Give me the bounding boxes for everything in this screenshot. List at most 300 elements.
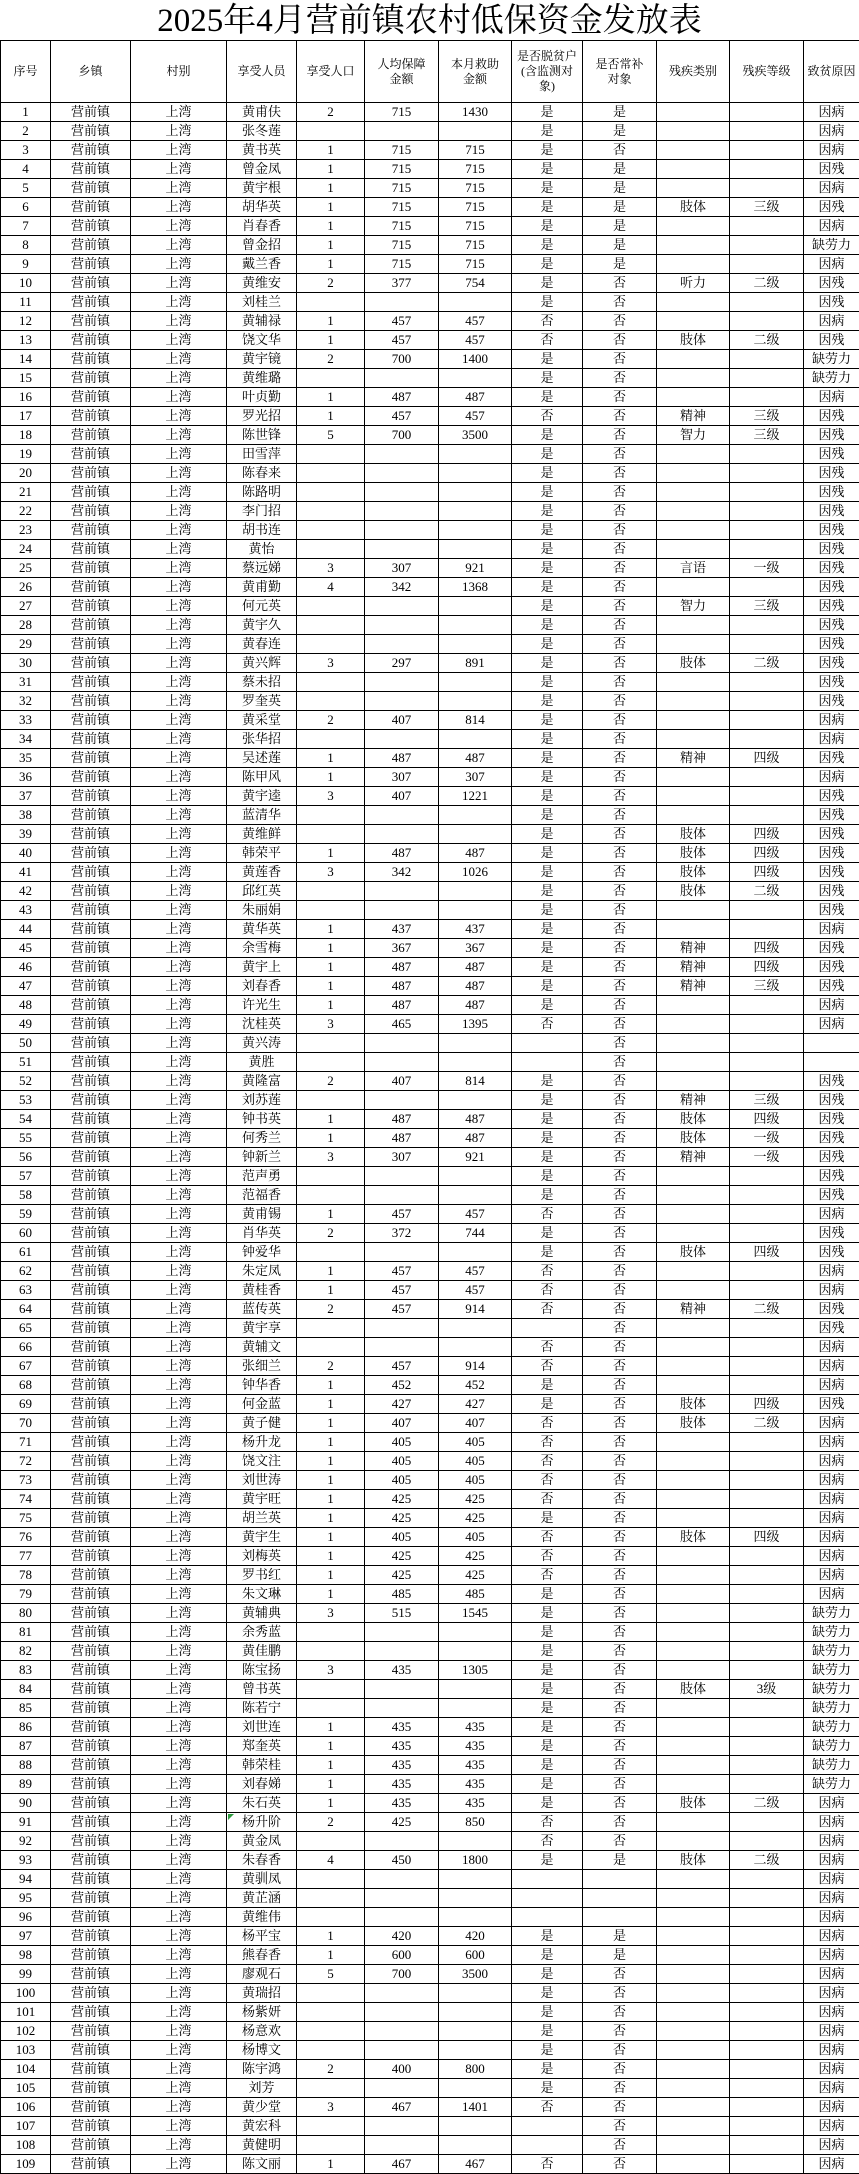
cell-village: 上湾 [131, 1585, 227, 1604]
cell-serial: 44 [1, 920, 51, 939]
cell-poverty-status: 是 [512, 844, 583, 863]
cell-disability-level [730, 1756, 804, 1775]
cell-disability-level [730, 787, 804, 806]
cell-beneficiary: 廖观石 [227, 1965, 297, 1984]
table-row [1, 1642, 859, 1661]
cell-township: 营前镇 [51, 1889, 131, 1908]
cell-township: 营前镇 [51, 901, 131, 920]
cell-population: 1 [297, 1376, 365, 1395]
cell-disability-level: 四级 [730, 1243, 804, 1262]
cell-poverty-cause: 因病 [804, 1870, 859, 1889]
cell-poverty-cause: 因残 [804, 863, 859, 882]
cell-population [297, 1699, 365, 1718]
cell-disability-type [657, 483, 730, 502]
cell-disability-type: 肢体 [657, 331, 730, 350]
cell-village: 上湾 [131, 825, 227, 844]
cell-poverty-status: 是 [512, 1946, 583, 1965]
cell-poverty-cause: 因病 [804, 730, 859, 749]
cell-poverty-cause: 因残 [804, 1395, 859, 1414]
cell-township: 营前镇 [51, 2155, 131, 2174]
cell-township: 营前镇 [51, 958, 131, 977]
cell-per-capita-amount: 372 [365, 1224, 439, 1243]
cell-township: 营前镇 [51, 635, 131, 654]
cell-poverty-status: 否 [512, 407, 583, 426]
cell-monthly-amount: 435 [439, 1737, 512, 1756]
cell-township: 营前镇 [51, 217, 131, 236]
cell-village: 上湾 [131, 1471, 227, 1490]
cell-monthly-amount [439, 521, 512, 540]
cell-disability-type [657, 692, 730, 711]
cell-disability-level [730, 806, 804, 825]
cell-monthly-amount: 715 [439, 217, 512, 236]
cell-village: 上湾 [131, 388, 227, 407]
cell-poverty-status: 是 [512, 255, 583, 274]
cell-serial: 100 [1, 1984, 51, 2003]
cell-beneficiary: 黄宇久 [227, 616, 297, 635]
table-row [1, 1718, 859, 1737]
cell-village: 上湾 [131, 2098, 227, 2117]
cell-regular-subsidy: 否 [583, 939, 657, 958]
cell-population: 2 [297, 1357, 365, 1376]
cell-village: 上湾 [131, 483, 227, 502]
cell-village: 上湾 [131, 1300, 227, 1319]
table-row [1, 141, 859, 160]
cell-poverty-cause: 缺劳力 [804, 1661, 859, 1680]
cell-poverty-cause [804, 1053, 859, 1072]
cell-disability-type [657, 1053, 730, 1072]
table-row [1, 730, 859, 749]
table-row [1, 1661, 859, 1680]
cell-beneficiary: 黄辅典 [227, 1604, 297, 1623]
cell-poverty-cause: 因病 [804, 217, 859, 236]
cell-township: 营前镇 [51, 939, 131, 958]
cell-township: 营前镇 [51, 1072, 131, 1091]
cell-disability-level: 三级 [730, 1091, 804, 1110]
cell-village: 上湾 [131, 977, 227, 996]
cell-serial: 15 [1, 369, 51, 388]
cell-poverty-status: 是 [512, 635, 583, 654]
cell-disability-type [657, 1585, 730, 1604]
cell-village: 上湾 [131, 426, 227, 445]
cell-regular-subsidy: 否 [583, 1642, 657, 1661]
cell-poverty-cause: 因病 [804, 1262, 859, 1281]
cell-village: 上湾 [131, 1167, 227, 1186]
cell-township: 营前镇 [51, 1528, 131, 1547]
cell-disability-level [730, 141, 804, 160]
cell-township: 营前镇 [51, 312, 131, 331]
cell-township: 营前镇 [51, 1851, 131, 1870]
cell-village: 上湾 [131, 920, 227, 939]
cell-serial: 42 [1, 882, 51, 901]
cell-regular-subsidy: 否 [583, 1034, 657, 1053]
cell-disability-type [657, 1433, 730, 1452]
cell-township: 营前镇 [51, 692, 131, 711]
cell-beneficiary: 余雪梅 [227, 939, 297, 958]
cell-population: 3 [297, 1661, 365, 1680]
cell-poverty-cause: 因残 [804, 1224, 859, 1243]
cell-disability-type [657, 103, 730, 122]
cell-regular-subsidy: 否 [583, 369, 657, 388]
cell-disability-type [657, 1718, 730, 1737]
cell-regular-subsidy: 是 [583, 179, 657, 198]
cell-poverty-status: 是 [512, 1927, 583, 1946]
cell-poverty-cause: 缺劳力 [804, 1623, 859, 1642]
table-row [1, 1680, 859, 1699]
cell-beneficiary: 何秀兰 [227, 1129, 297, 1148]
cell-per-capita-amount [365, 2079, 439, 2098]
table-row [1, 2041, 859, 2060]
cell-serial: 16 [1, 388, 51, 407]
cell-disability-type [657, 2003, 730, 2022]
cell-per-capita-amount: 457 [365, 1357, 439, 1376]
cell-poverty-cause: 因残 [804, 198, 859, 217]
cell-township: 营前镇 [51, 1509, 131, 1528]
cell-beneficiary: 胡书连 [227, 521, 297, 540]
cell-village: 上湾 [131, 1110, 227, 1129]
cell-disability-type [657, 1889, 730, 1908]
cell-poverty-cause: 因残 [804, 901, 859, 920]
cell-village: 上湾 [131, 958, 227, 977]
cell-per-capita-amount [365, 1889, 439, 1908]
cell-disability-level [730, 578, 804, 597]
cell-disability-level: 3级 [730, 1680, 804, 1699]
cell-regular-subsidy: 否 [583, 1471, 657, 1490]
cell-population [297, 1186, 365, 1205]
cell-monthly-amount [439, 369, 512, 388]
table-row [1, 996, 859, 1015]
cell-monthly-amount: 3500 [439, 426, 512, 445]
cell-per-capita-amount: 457 [365, 312, 439, 331]
cell-disability-level [730, 1870, 804, 1889]
cell-village: 上湾 [131, 1186, 227, 1205]
cell-serial: 9 [1, 255, 51, 274]
cell-township: 营前镇 [51, 1604, 131, 1623]
table-row [1, 1471, 859, 1490]
cell-poverty-status: 否 [512, 1414, 583, 1433]
cell-disability-level [730, 1186, 804, 1205]
cell-population: 1 [297, 1737, 365, 1756]
cell-regular-subsidy: 否 [583, 1585, 657, 1604]
cell-disability-type: 精神 [657, 1148, 730, 1167]
cell-serial: 91 [1, 1813, 51, 1832]
cell-beneficiary: 杨升龙 [227, 1433, 297, 1452]
cell-disability-level [730, 996, 804, 1015]
cell-regular-subsidy: 是 [583, 1946, 657, 1965]
cell-disability-level [730, 1072, 804, 1091]
cell-disability-level [730, 521, 804, 540]
cell-regular-subsidy: 否 [583, 2022, 657, 2041]
cell-disability-level [730, 2079, 804, 2098]
cell-beneficiary: 胡华英 [227, 198, 297, 217]
cell-monthly-amount: 425 [439, 1566, 512, 1585]
cell-poverty-cause: 因病 [804, 1965, 859, 1984]
cell-beneficiary: 钟新兰 [227, 1148, 297, 1167]
cell-serial: 25 [1, 559, 51, 578]
table-row [1, 1889, 859, 1908]
cell-village: 上湾 [131, 1927, 227, 1946]
cell-population [297, 1832, 365, 1851]
cell-regular-subsidy: 否 [583, 749, 657, 768]
cell-poverty-cause: 因残 [804, 502, 859, 521]
cell-village: 上湾 [131, 1015, 227, 1034]
table-row [1, 255, 859, 274]
cell-poverty-status: 是 [512, 2022, 583, 2041]
cell-beneficiary: 韩荣平 [227, 844, 297, 863]
cell-poverty-cause: 因病 [804, 1566, 859, 1585]
table-row [1, 388, 859, 407]
cell-village: 上湾 [131, 616, 227, 635]
cell-population: 3 [297, 1015, 365, 1034]
cell-township: 营前镇 [51, 1110, 131, 1129]
table-row [1, 1167, 859, 1186]
cell-disability-type [657, 787, 730, 806]
cell-disability-level [730, 1984, 804, 2003]
cell-disability-type [657, 1338, 730, 1357]
cell-disability-type [657, 2136, 730, 2155]
cell-township: 营前镇 [51, 1832, 131, 1851]
cell-serial: 76 [1, 1528, 51, 1547]
cell-poverty-cause: 因病 [804, 1794, 859, 1813]
cell-population: 2 [297, 350, 365, 369]
cell-village: 上湾 [131, 1281, 227, 1300]
cell-poverty-cause: 因残 [804, 274, 859, 293]
table-row [1, 122, 859, 141]
cell-disability-type [657, 369, 730, 388]
table-row [1, 2155, 859, 2174]
cell-disability-level [730, 2060, 804, 2079]
cell-regular-subsidy: 否 [583, 1053, 657, 1072]
cell-monthly-amount: 921 [439, 559, 512, 578]
cell-regular-subsidy: 是 [583, 160, 657, 179]
cell-poverty-cause: 缺劳力 [804, 1642, 859, 1661]
cell-township: 营前镇 [51, 1547, 131, 1566]
cell-per-capita-amount: 452 [365, 1376, 439, 1395]
cell-poverty-cause: 因残 [804, 1300, 859, 1319]
cell-population: 1 [297, 1490, 365, 1509]
cell-population: 1 [297, 1794, 365, 1813]
cell-poverty-status: 是 [512, 1604, 583, 1623]
cell-per-capita-amount [365, 483, 439, 502]
table-row [1, 711, 859, 730]
cell-disability-type: 肢体 [657, 1129, 730, 1148]
cell-poverty-status: 是 [512, 179, 583, 198]
cell-village: 上湾 [131, 673, 227, 692]
cell-serial: 89 [1, 1775, 51, 1794]
cell-beneficiary: 刘世连 [227, 1718, 297, 1737]
cell-township: 营前镇 [51, 1642, 131, 1661]
cell-population: 1 [297, 1585, 365, 1604]
cell-poverty-status: 否 [512, 1490, 583, 1509]
cell-poverty-cause: 因残 [804, 654, 859, 673]
cell-beneficiary: 黄书英 [227, 141, 297, 160]
table-row [1, 1338, 859, 1357]
cell-per-capita-amount [365, 1832, 439, 1851]
cell-township: 营前镇 [51, 141, 131, 160]
cell-township: 营前镇 [51, 559, 131, 578]
cell-poverty-cause: 因病 [804, 312, 859, 331]
cell-per-capita-amount: 715 [365, 103, 439, 122]
cell-poverty-status: 否 [512, 1357, 583, 1376]
cell-monthly-amount [439, 1699, 512, 1718]
cell-population [297, 483, 365, 502]
table-row [1, 1186, 859, 1205]
cell-disability-type [657, 1661, 730, 1680]
cell-beneficiary: 黄兴涛 [227, 1034, 297, 1053]
cell-poverty-status: 是 [512, 920, 583, 939]
cell-serial: 90 [1, 1794, 51, 1813]
cell-village: 上湾 [131, 1433, 227, 1452]
cell-disability-level: 二级 [730, 1851, 804, 1870]
cell-beneficiary: 黄辅禄 [227, 312, 297, 331]
cell-monthly-amount: 715 [439, 160, 512, 179]
cell-disability-type [657, 616, 730, 635]
cell-disability-type: 言语 [657, 559, 730, 578]
table-row [1, 1794, 859, 1813]
cell-poverty-status: 是 [512, 1167, 583, 1186]
cell-regular-subsidy: 否 [583, 692, 657, 711]
cell-poverty-status [512, 1053, 583, 1072]
table-row [1, 1357, 859, 1376]
cell-township: 营前镇 [51, 749, 131, 768]
cell-poverty-status: 是 [512, 388, 583, 407]
cell-serial: 48 [1, 996, 51, 1015]
cell-poverty-cause: 因病 [804, 388, 859, 407]
cell-disability-type [657, 2155, 730, 2174]
cell-monthly-amount: 850 [439, 1813, 512, 1832]
cell-village: 上湾 [131, 2003, 227, 2022]
table-row [1, 1509, 859, 1528]
cell-poverty-status: 是 [512, 445, 583, 464]
cell-monthly-amount [439, 502, 512, 521]
cell-per-capita-amount: 307 [365, 768, 439, 787]
cell-township: 营前镇 [51, 673, 131, 692]
cell-serial: 41 [1, 863, 51, 882]
cell-population: 1 [297, 1262, 365, 1281]
cell-population: 1 [297, 749, 365, 768]
cell-monthly-amount [439, 2079, 512, 2098]
cell-poverty-cause: 因病 [804, 1281, 859, 1300]
cell-beneficiary: 黄桂香 [227, 1281, 297, 1300]
cell-population: 2 [297, 1300, 365, 1319]
cell-per-capita-amount [365, 1186, 439, 1205]
cell-poverty-cause: 因残 [804, 445, 859, 464]
cell-poverty-cause: 因病 [804, 255, 859, 274]
cell-per-capita-amount: 367 [365, 939, 439, 958]
cell-serial: 26 [1, 578, 51, 597]
cell-poverty-status: 否 [512, 1205, 583, 1224]
cell-serial: 58 [1, 1186, 51, 1205]
cell-village: 上湾 [131, 1129, 227, 1148]
cell-township: 营前镇 [51, 2060, 131, 2079]
cell-serial: 84 [1, 1680, 51, 1699]
cell-population: 2 [297, 2060, 365, 2079]
cell-disability-type [657, 1205, 730, 1224]
cell-disability-type [657, 1357, 730, 1376]
cell-disability-type [657, 1490, 730, 1509]
cell-serial: 98 [1, 1946, 51, 1965]
cell-poverty-cause: 缺劳力 [804, 1699, 859, 1718]
cell-monthly-amount [439, 692, 512, 711]
cell-monthly-amount: 1026 [439, 863, 512, 882]
cell-regular-subsidy: 否 [583, 1091, 657, 1110]
cell-village: 上湾 [131, 1547, 227, 1566]
cell-serial: 2 [1, 122, 51, 141]
cell-beneficiary: 钟书英 [227, 1110, 297, 1129]
cell-per-capita-amount [365, 597, 439, 616]
cell-village: 上湾 [131, 1623, 227, 1642]
cell-population [297, 692, 365, 711]
cell-beneficiary: 黄维鲜 [227, 825, 297, 844]
cell-regular-subsidy: 否 [583, 274, 657, 293]
table-row [1, 901, 859, 920]
cell-disability-type [657, 673, 730, 692]
cell-serial: 7 [1, 217, 51, 236]
cell-monthly-amount: 1800 [439, 1851, 512, 1870]
cell-regular-subsidy: 否 [583, 1604, 657, 1623]
cell-poverty-cause: 因病 [804, 1528, 859, 1547]
cell-serial: 69 [1, 1395, 51, 1414]
cell-serial: 19 [1, 445, 51, 464]
cell-regular-subsidy: 否 [583, 673, 657, 692]
cell-population [297, 1338, 365, 1357]
cell-poverty-cause: 因残 [804, 1129, 859, 1148]
cell-poverty-cause: 因残 [804, 1243, 859, 1262]
cell-serial: 70 [1, 1414, 51, 1433]
cell-poverty-cause: 因病 [804, 1927, 859, 1946]
table-row [1, 1015, 859, 1034]
cell-poverty-status: 是 [512, 1756, 583, 1775]
cell-serial: 28 [1, 616, 51, 635]
cell-serial: 31 [1, 673, 51, 692]
cell-regular-subsidy: 否 [583, 787, 657, 806]
cell-regular-subsidy: 否 [583, 616, 657, 635]
cell-township: 营前镇 [51, 1224, 131, 1243]
cell-monthly-amount: 715 [439, 236, 512, 255]
cell-population [297, 825, 365, 844]
cell-regular-subsidy: 否 [583, 1148, 657, 1167]
cell-monthly-amount [439, 1984, 512, 2003]
cell-beneficiary: 陈若宁 [227, 1699, 297, 1718]
cell-monthly-amount [439, 122, 512, 141]
cell-poverty-status: 否 [512, 1832, 583, 1851]
table-row [1, 1604, 859, 1623]
cell-disability-type [657, 1927, 730, 1946]
cell-per-capita-amount: 425 [365, 1509, 439, 1528]
cell-disability-type: 精神 [657, 407, 730, 426]
cell-regular-subsidy: 否 [583, 1794, 657, 1813]
cell-population [297, 1623, 365, 1642]
cell-population [297, 673, 365, 692]
cell-disability-level [730, 1623, 804, 1642]
cell-beneficiary: 余秀蓝 [227, 1623, 297, 1642]
cell-disability-level [730, 1585, 804, 1604]
cell-village: 上湾 [131, 236, 227, 255]
cell-poverty-cause: 因残 [804, 521, 859, 540]
cell-monthly-amount [439, 2136, 512, 2155]
cell-regular-subsidy: 否 [583, 730, 657, 749]
table-row [1, 1319, 859, 1338]
cell-disability-level [730, 483, 804, 502]
table-row [1, 749, 859, 768]
cell-township: 营前镇 [51, 787, 131, 806]
cell-township: 营前镇 [51, 1129, 131, 1148]
cell-township: 营前镇 [51, 1015, 131, 1034]
cell-disability-type [657, 711, 730, 730]
cell-disability-type [657, 730, 730, 749]
cell-per-capita-amount: 407 [365, 787, 439, 806]
cell-monthly-amount: 420 [439, 1927, 512, 1946]
table-row [1, 882, 859, 901]
